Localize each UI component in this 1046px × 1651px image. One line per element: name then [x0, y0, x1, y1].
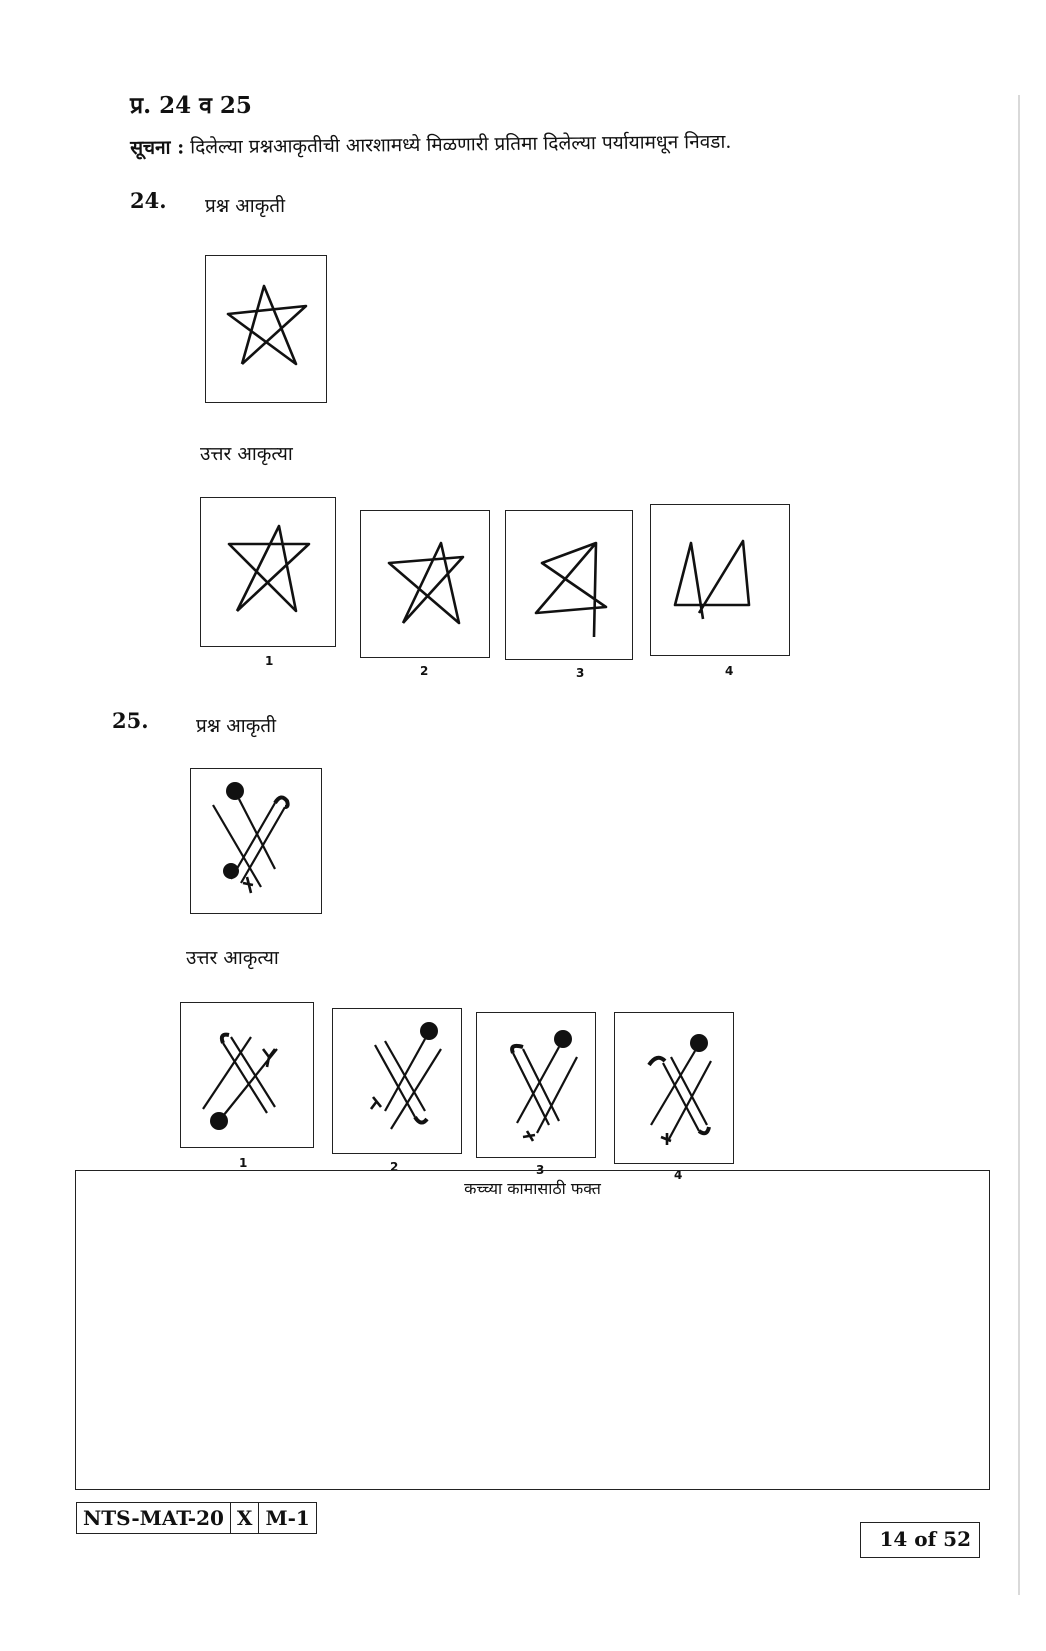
paper-code-exam: NTS-MAT-20 [77, 1503, 231, 1533]
instruction-label: सूचना : [130, 136, 185, 159]
question-25-number: 25. [112, 708, 149, 733]
option-24-3-number: 3 [576, 666, 585, 680]
option-25-2[interactable] [332, 1008, 462, 1154]
option-24-4[interactable] [650, 504, 790, 656]
option-25-4[interactable] [614, 1012, 734, 1164]
option-25-1-number: 1 [239, 1156, 248, 1170]
option-24-1-number: 1 [265, 654, 274, 668]
instruction [130, 126, 890, 160]
question-25-label: प्रश्न आकृती [196, 715, 277, 737]
option-25-3-number: 3 [536, 1163, 545, 1177]
question-25-figure [190, 768, 322, 914]
option-25-4-number: 4 [674, 1168, 683, 1182]
option-24-2[interactable] [360, 510, 490, 658]
option-24-3[interactable] [505, 510, 633, 660]
paper-code-class: X [231, 1503, 260, 1533]
rough-work-title: कच्च्या कामासाठी फक्त [464, 1179, 601, 1198]
option-24-2-number: 2 [420, 664, 429, 678]
paper-code [76, 1502, 317, 1534]
option-25-1[interactable] [180, 1002, 314, 1148]
paper-code-medium: M-1 [265, 1506, 310, 1530]
section-heading: प्र. 24 व 25 [130, 92, 252, 119]
pins-figure-icon [191, 769, 321, 913]
page-edge [1018, 95, 1020, 1595]
option-25-3[interactable] [476, 1012, 596, 1158]
question-24-label: प्रश्न आकृती [205, 195, 286, 217]
page-number: 14 of 52 [860, 1522, 980, 1558]
question-24-figure [205, 255, 327, 403]
answer-25-label: उत्तर आकृत्या [186, 947, 279, 969]
instruction-text: दिलेल्या प्रश्नआकृतीची आरशामध्ये मिळणारी प्रतिमा दिलेल्या पर्यायामधून निवडा. [190, 130, 732, 159]
option-24-4-number: 4 [725, 664, 734, 678]
option-25-2-number: 2 [390, 1160, 399, 1174]
question-24-number: 24. [130, 188, 167, 213]
answer-24-label: उत्तर आकृत्या [200, 443, 293, 465]
option-24-1[interactable] [200, 497, 336, 647]
star-figure-icon [206, 256, 326, 402]
rough-work-box [75, 1170, 990, 1490]
